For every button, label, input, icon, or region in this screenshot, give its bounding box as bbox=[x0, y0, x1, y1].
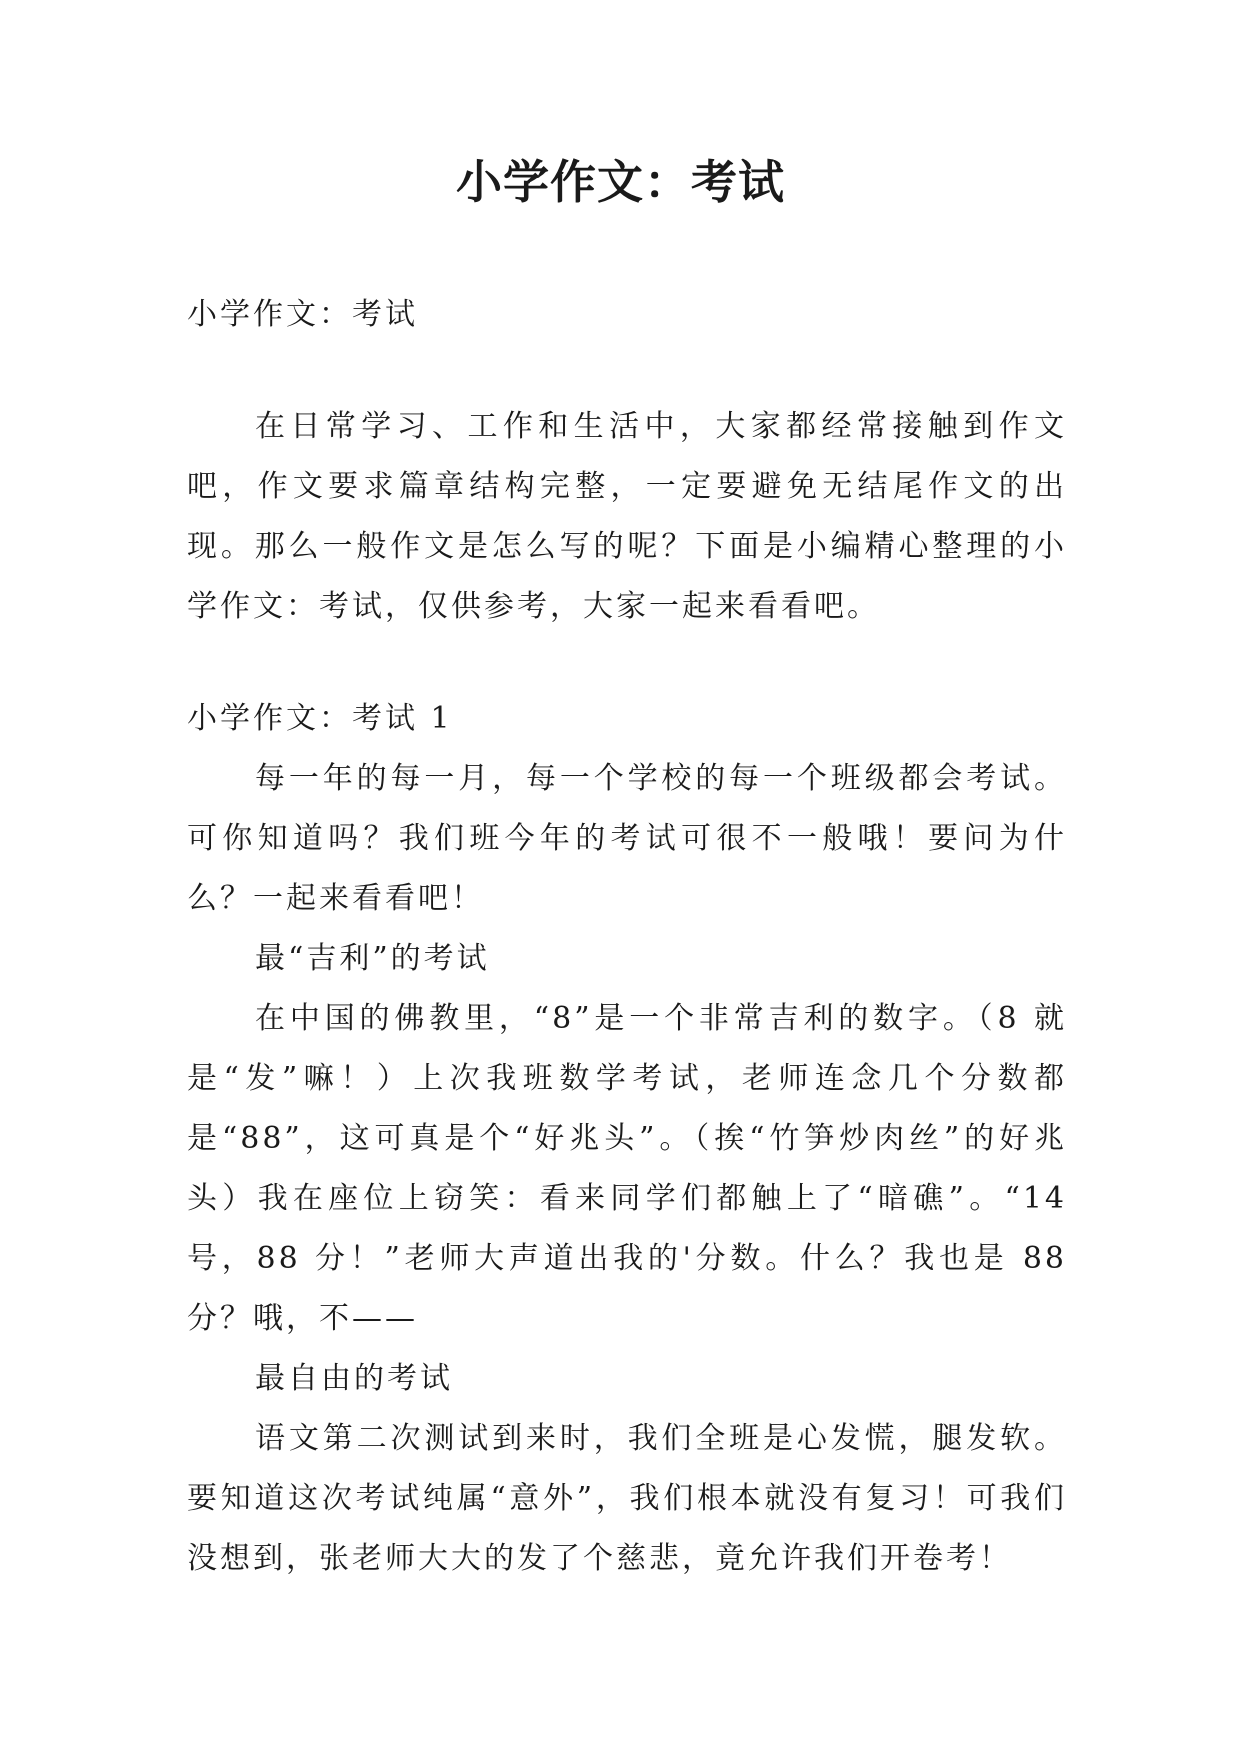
intro-paragraph: 在日常学习、工作和生活中，大家都经常接触到作文吧，作文要求篇章结构完整，一定要避免无结尾作文的出现。那么一般作文是怎么写的呢？下面是小编精心整理的小学作文：考试，仅供参考，大家一起来看看吧。 bbox=[187, 409, 1067, 624]
body-paragraph: 语文第二次测试到来时，我们全班是心发慌，腿发软。要知道这次考试纯属“意外”，我们根本就没有复习！可我们没想到，张老师大大的发了个慈悲，竟允许我们开卷考！ bbox=[187, 1421, 1067, 1576]
body-paragraph: 每一年的每一月，每一个学校的每一个班级都会考试。可你知道吗？我们班今年的考试可很不一般哦！要问为什么？一起来看看吧！ bbox=[187, 761, 1067, 916]
subheading-free-exam: 最自由的考试 bbox=[255, 1361, 453, 1396]
section-title: 小学作文：考试 1 bbox=[187, 701, 453, 736]
document-subtitle: 小学作文：考试 bbox=[187, 297, 418, 332]
document-title: 小学作文：考试 bbox=[456, 155, 785, 209]
body-paragraph: 在中国的佛教里，“8”是一个非常吉利的数字。（8 就是“发”嘛！）上次我班数学考试，老师连念几个分数都是“88”，这可真是个“好兆头”。（挨“竹笋炒肉丝”的好兆头）我在座位上窃笑：看来同学们都触上了“暗礁”。“14 号，88 分！”老师大声道出我的'分数。什么？我也是 88 分？哦，不—— bbox=[187, 1001, 1067, 1336]
document-body bbox=[187, 285, 1067, 1589]
subheading-lucky-exam: 最“吉利”的考试 bbox=[255, 941, 490, 976]
